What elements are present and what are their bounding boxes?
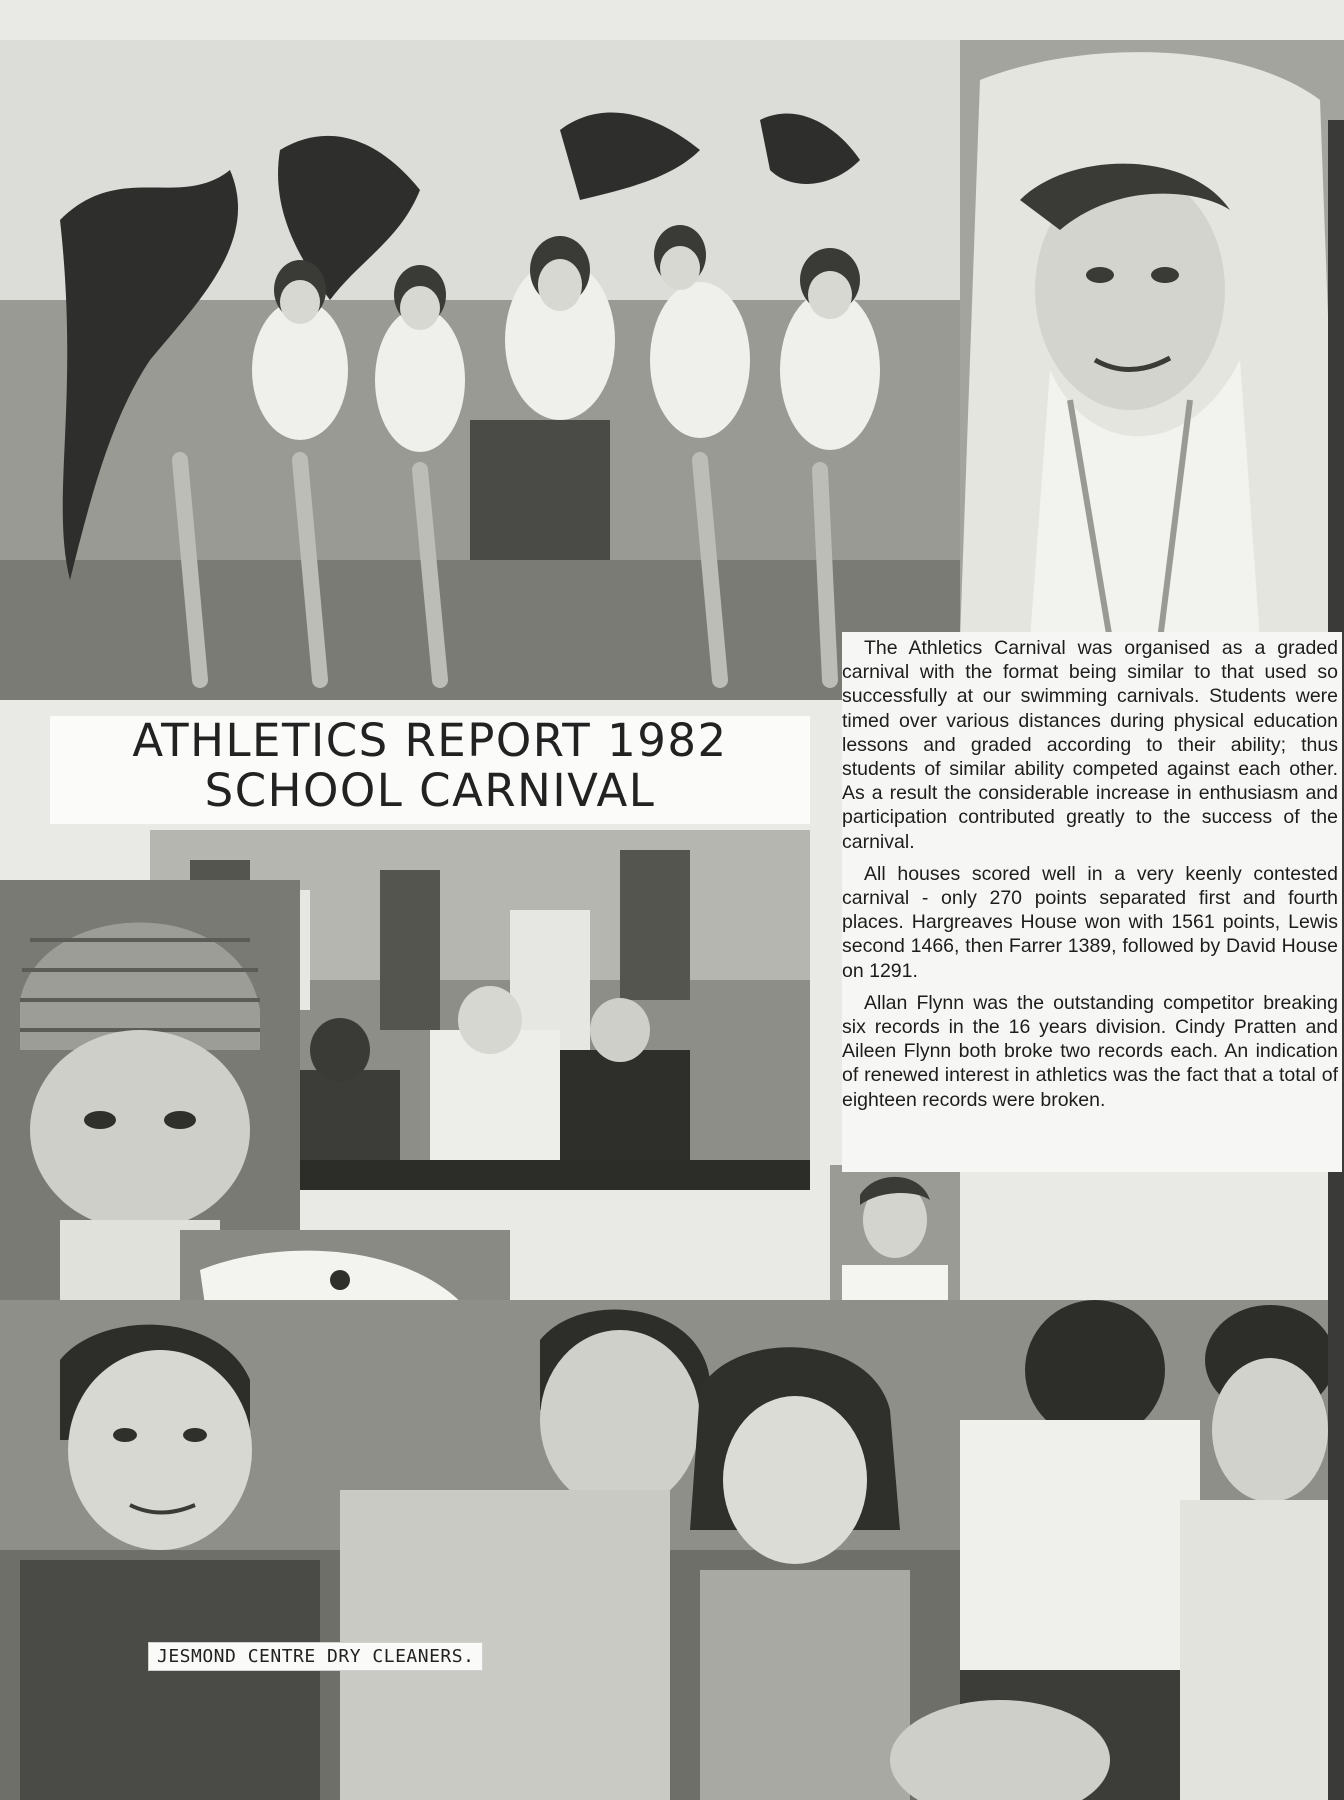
photo-student-in-costume [960, 40, 1344, 640]
report-paragraph-3: Allan Flynn was the outstanding competitor breaking six records in the 16 years division. Cindy Pratten and Aileen Flynn both broke two records each. An indication of renewed interest in athletics was the fact that a total of eighteen records were broken. [842, 991, 1338, 1111]
report-text-block [842, 632, 1342, 1172]
photo-students-bottom [0, 1300, 1330, 1800]
article-title [50, 716, 810, 824]
report-paragraph-1: The Athletics Carnival was organised as a graded carnival with the format being similar to that used so successfully at our swimming carnivals. Students were timed over various distances during physical education lessons and graded according to their ability; thus students of similar ability competed against each other. As a result the considerable increase in enthusiasm and participation contributed greatly to the success of the carnival. [842, 637, 1338, 853]
report-paragraph-2: All houses scored well in a very keenly contested carnival - only 270 points separated first and fourth places. Hargreaves House won with 1561 points, Lewis second 1466, then Farrer 1389, followed by David House on 1291. [842, 862, 1338, 982]
sponsor-caption: JESMOND CENTRE DRY CLEANERS. [148, 1642, 483, 1671]
title-line-2: SCHOOL CARNIVAL [204, 764, 656, 817]
photo-cheering-students [0, 40, 1000, 700]
title-line-1: ATHLETICS REPORT 1982 [132, 714, 728, 767]
